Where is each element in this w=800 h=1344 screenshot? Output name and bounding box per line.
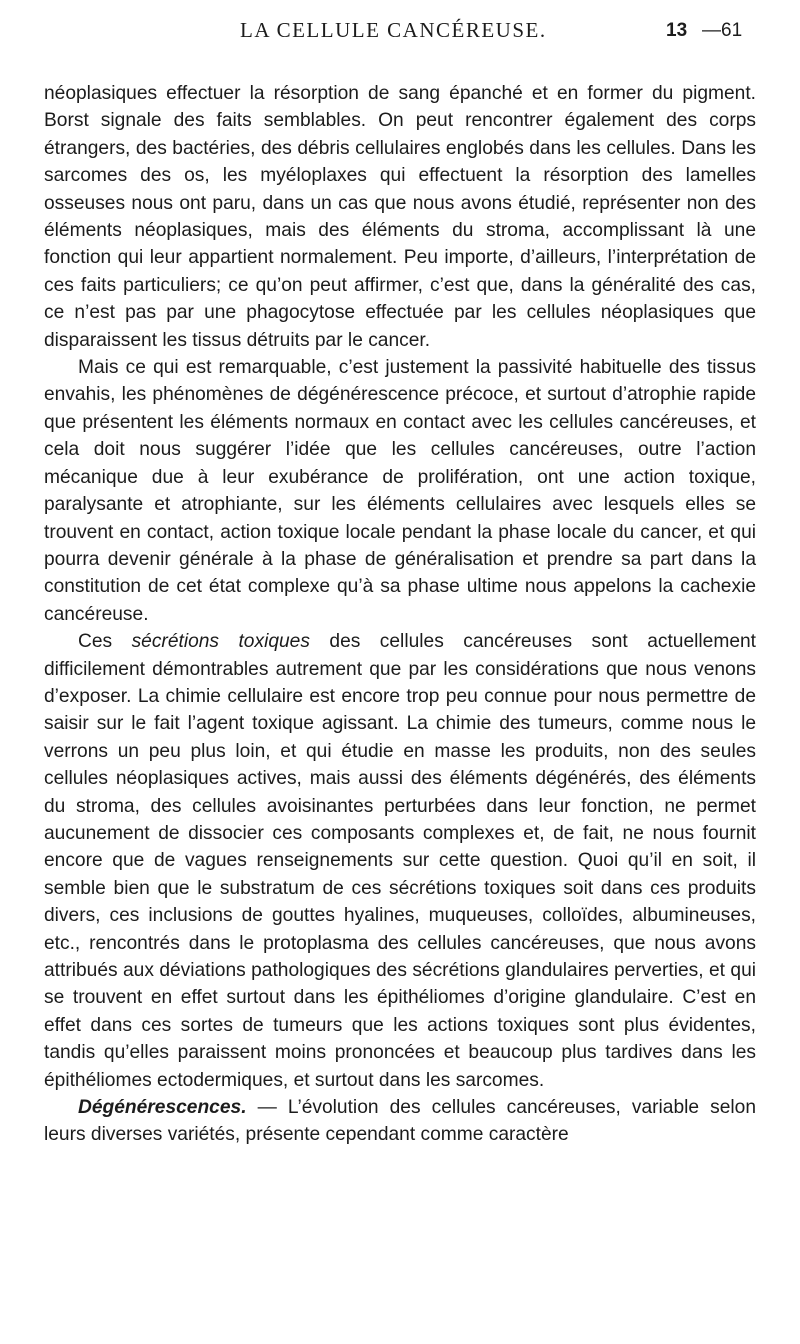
paragraph-degenerescences (44, 1094, 756, 1149)
italic-term: sécrétions toxiques (131, 631, 310, 653)
paragraph-passivity (44, 354, 756, 628)
body-text (44, 80, 756, 1149)
paragraph-text: des cellules cancéreuses sont actuellement difficilement démontrables autrement que par les considérations que nous venons d’exposer. La chimie cellulaire est encore trop peu connue pour nous permettre de saisir sur le fait l’agent toxique agissant. La chimie des tumeurs, comme nous le verrons un peu plus loin, et qui étudie en masse les produits, non des seules cellules néoplasiques actives, mais aussi des éléments dégénérés, des éléments du stroma, des cellules avoisinantes perturbées dans leur fonction, ne permet aucunement de dissocier ces composants complexes et, de fait, ne nous fournit encore que de vagues renseignements sur cette question. Quoi qu’il en soit, il semble bien que le substratum de ces sécrétions toxiques soit dans ces produits divers, ces inclusions de gouttes hyalines, muqueuses, colloïdes, albumineuses, etc., rencontrés dans le protoplasma des cellules cancéreuses, que nous avons attribués aux déviations pathologiques des sécrétions glandulaires perverties, et qui se trouvent en effet surtout dans les épithéliomes d’origine glandulaire. C’est en effet dans ces sortes de tumeurs que les actions toxiques sont plus évidentes, tandis qu’elles paraissent moins prononcées et beaucoup plus tardives dans les épithéliomes ectodermiques, et surtout dans les sarcomes. (44, 631, 756, 1091)
paragraph-text: — L’évolution des cellules cancéreuses, variable selon leurs diverses variétés, présente cependant comme caractère (44, 1097, 756, 1146)
page-number: —61 (702, 20, 743, 41)
page-header (44, 18, 756, 48)
paragraph-text: néoplasiques effectuer la résorption de sang épanché et en former du pigment. Borst signale des faits semblables. On peut rencontrer également des corps étrangers, des bactéries, des débris cellulaires englobés dans les cellules. Dans les sarcomes des os, les myéloplaxes qui effectuent la résorption des lamelles osseuses nous ont paru, dans un cas que nous avons étudié, représenter non des éléments néoplasiques, mais des éléments du stroma, accomplissant là une fonction qui leur appartient normalement. Peu importe, d’ailleurs, l’interprétation de ces faits particuliers; ce qu’on peut affirmer, c’est que, dans la généralité des cas, ce n’est pas par une phagocytose effectuée par les cellules néoplasiques que disparaissent les tissus détruits par le cancer. (44, 83, 756, 351)
section-heading: Dégénérescences. (78, 1097, 247, 1119)
paragraph-toxic-secretions (44, 628, 756, 1094)
paragraph-lead: Ces (78, 631, 132, 653)
paragraph-continuation (44, 80, 756, 354)
paragraph-text: Mais ce qui est remarquable, c’est justement la passivité habituelle des tissus envahis, les phénomènes de dégénérescence précoce, et surtout d’atrophie rapide que présentent les éléments normaux en contact avec les cellules cancéreuses, et cela doit nous suggérer l’idée que les cellules cancéreuses, outre l’action mécanique due à leur exubérance de prolifération, ont une action toxique, paralysante et atrophiante, sur les éléments cellulaires avec lesquels elles se trouvent en contact, action toxique locale pendant la phase locale du cancer, et qui pourra devenir générale à la phase de généralisation et prendre sa part dans la constitution de cet état complexe qu’à sa phase ultime nous appelons la cachexie cancéreuse. (44, 357, 756, 625)
running-title: LA CELLULE CANCÉREUSE. (240, 18, 547, 42)
signature-mark: 13 (666, 20, 688, 41)
book-page (44, 0, 756, 1344)
